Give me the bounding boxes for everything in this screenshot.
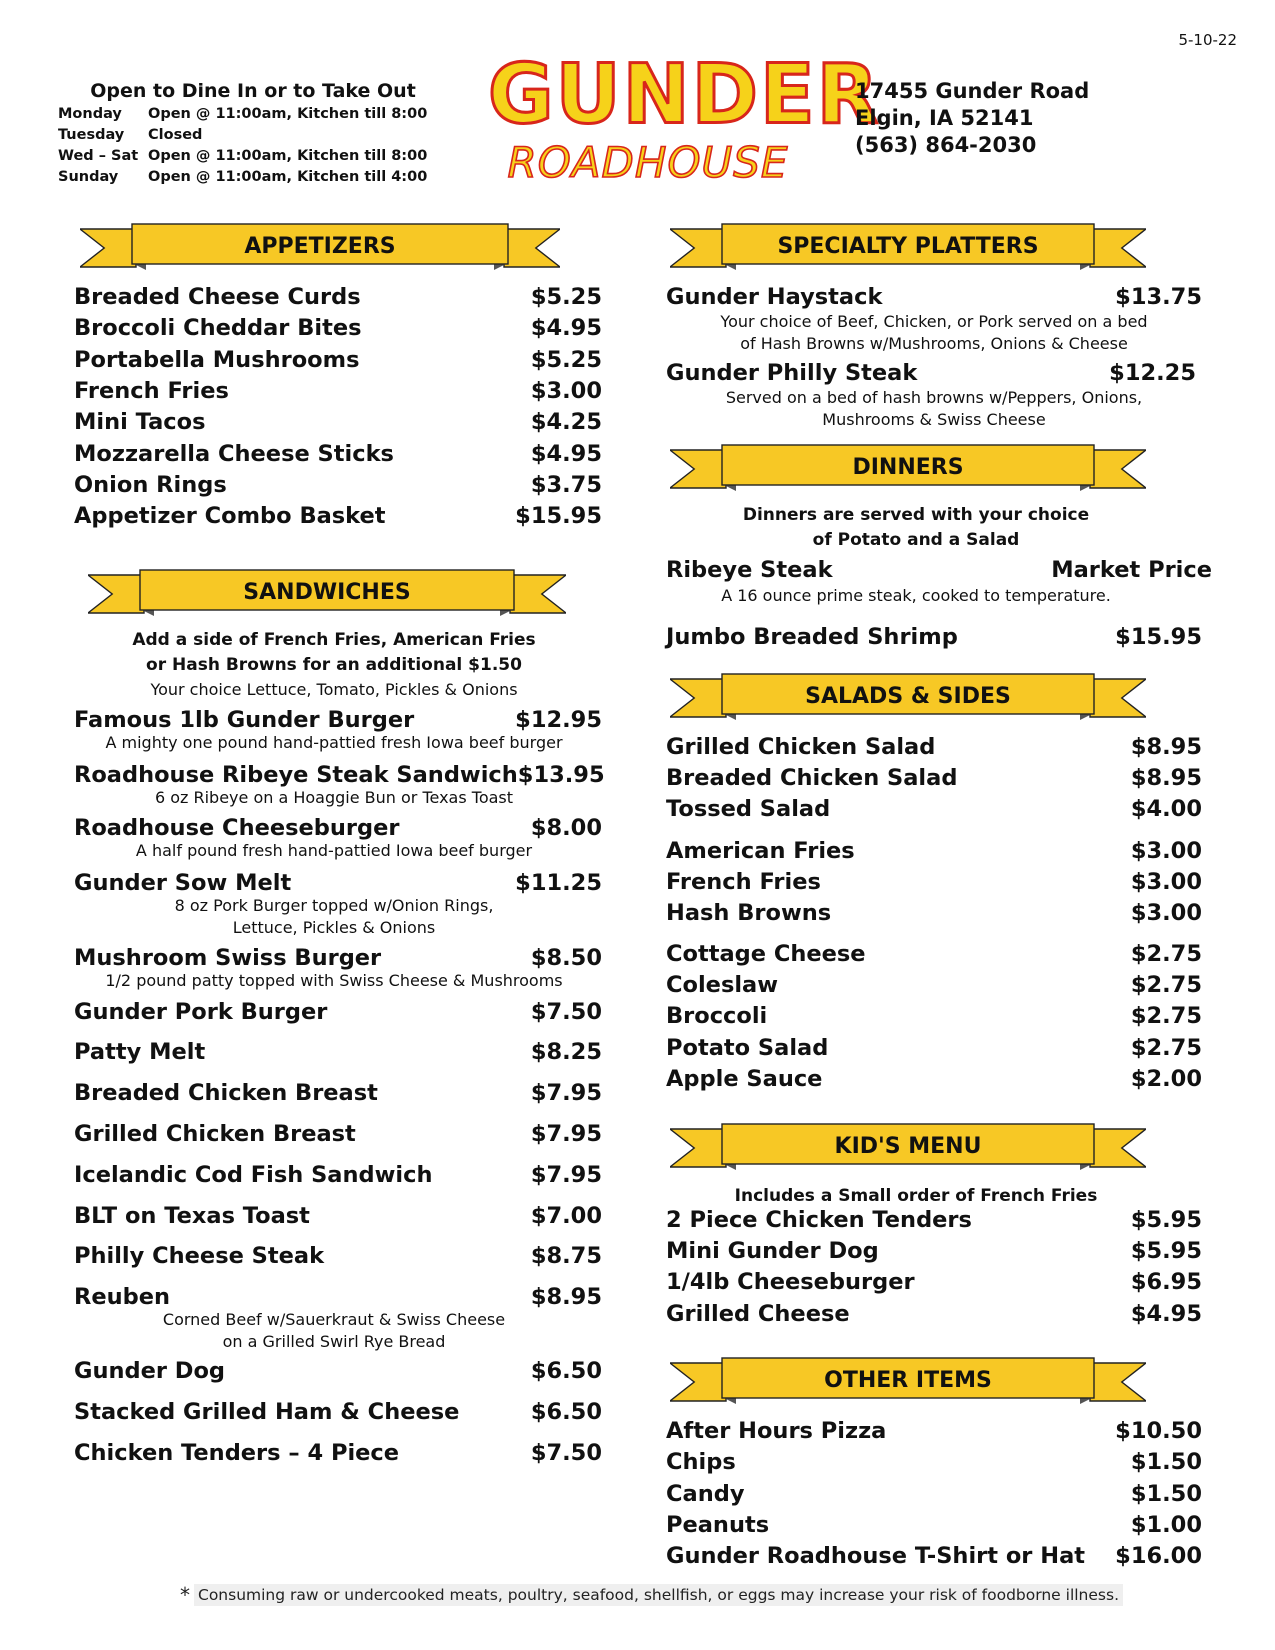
item-price: $16.00 [1115,1543,1202,1569]
hours-row: Monday Open @ 11:00am, Kitchen till 8:00 [58,106,428,122]
menu-item-broccoli [666,1003,1202,1029]
menu-item-reuben [74,1284,602,1310]
item-price: $8.25 [530,1039,602,1065]
kids-title: KID'S MENU [834,1134,982,1159]
menu-item-icelandic-cod-fish-sandwich [74,1162,602,1188]
item-price: $13.95 [517,762,605,788]
item-description: of Hash Browns w/Mushrooms, Onions & Cheese [740,334,1128,353]
item-price: $3.00 [530,378,602,404]
menu-item-roadhouse-ribeye-steak-sandwich [74,762,605,788]
dinners-title: DINNERS [852,455,964,480]
menu-item-gunder-haystack [666,284,1202,310]
item-name: Patty Melt [74,1039,206,1065]
menu-item-breaded-chicken-breast [74,1080,602,1106]
menu-item-french-fries [74,378,602,404]
item-description: 1/2 pound patty topped with Swiss Cheese & Mushrooms [105,971,563,990]
item-name: Apple Sauce [666,1066,823,1092]
menu-item-patty-melt [74,1039,602,1065]
menu-item-tossed-salad [666,796,1202,822]
item-price: $1.50 [1130,1449,1202,1475]
item-price: $4.95 [1130,1301,1202,1327]
item-description: of Potato and a Salad [812,530,1020,550]
menu-item-famous-1lb-gunder-burger [74,707,602,733]
item-price: $7.50 [530,1440,602,1466]
other-title: OTHER ITEMS [824,1368,992,1393]
item-price: $2.75 [1130,941,1202,967]
item-description: 8 oz Pork Burger topped w/Onion Rings, [174,896,494,915]
sandwiches-title: SANDWICHES [243,580,411,605]
menu-item-grilled-chicken-breast [74,1121,602,1147]
menu-item-chips [666,1449,1202,1475]
address-city: Elgin, IA 52141 [855,106,1034,130]
hours-row: Wed – Sat Open @ 11:00am, Kitchen till 8:00 [58,148,428,164]
item-name: Gunder Haystack [666,284,883,310]
appetizers-title: APPETIZERS [244,234,396,259]
address-block [855,78,1089,159]
item-price: $2.75 [1130,1035,1202,1061]
menu-item-american-fries [666,838,1202,864]
item-name: Portabella Mushrooms [74,347,360,373]
item-price: $4.25 [530,409,602,435]
item-description: on a Grilled Swirl Rye Bread [222,1332,446,1351]
item-price: $6.50 [530,1358,602,1384]
item-description: A 16 ounce prime steak, cooked to temperature. [721,586,1111,605]
item-name: Mozzarella Cheese Sticks [74,441,394,467]
item-price: $5.95 [1130,1207,1202,1233]
item-name: Reuben [74,1284,170,1310]
item-name: Appetizer Combo Basket [74,503,386,529]
menu-item-gunder-roadhouse-t-shirt-or-hat [666,1543,1202,1569]
item-name: French Fries [74,378,229,404]
menu-item-mini-tacos [74,409,602,435]
menu-item-potato-salad [666,1035,1202,1061]
item-description: Mushrooms & Swiss Cheese [822,410,1046,429]
menu-item-mushroom-swiss-burger [74,945,602,971]
item-name: Gunder Sow Melt [74,870,292,896]
item-name: 1/4lb Cheeseburger [666,1269,915,1295]
item-price: $3.00 [1130,869,1202,895]
item-price: $8.50 [530,945,602,971]
menu-item-gunder-sow-melt [74,870,602,896]
menu-item-ribeye-steak [666,557,1212,583]
item-price: $15.95 [1115,624,1202,650]
menu-item-chicken-tenders-4-piece [74,1440,602,1466]
item-price: $12.25 [1109,360,1196,386]
item-price: $7.95 [530,1121,602,1147]
item-description: Lettuce, Pickles & Onions [232,918,436,937]
item-price: $7.95 [530,1162,602,1188]
menu-item-blt-on-texas-toast [74,1203,602,1229]
item-price: $11.25 [515,870,602,896]
item-description: Your choice Lettuce, Tomato, Pickles & Onions [150,680,518,699]
hours-row: Sunday Open @ 11:00am, Kitchen till 4:00 [58,169,428,185]
item-price: $6.95 [1130,1269,1202,1295]
menu-item-gunder-pork-burger [74,999,602,1025]
item-price: $5.25 [530,347,602,373]
item-description: Corned Beef w/Sauerkraut & Swiss Cheese [162,1310,506,1329]
item-name: Gunder Roadhouse T-Shirt or Hat [666,1543,1086,1569]
other-banner [670,1357,1146,1407]
menu-item-philly-cheese-steak [74,1243,602,1269]
menu-item-coleslaw [666,972,1202,998]
item-description: 6 oz Ribeye on a Hoaggie Bun or Texas Toast [154,788,514,807]
item-price: $13.75 [1115,284,1202,310]
item-name: Stacked Grilled Ham & Cheese [74,1399,460,1425]
menu-item-french-fries [666,869,1202,895]
item-price: $8.95 [1130,734,1202,760]
salads-banner [670,673,1146,723]
platters-title: SPECIALTY PLATTERS [777,234,1039,259]
item-name: Onion Rings [74,472,227,498]
item-name: Coleslaw [666,972,779,998]
item-price: $8.00 [530,815,602,841]
item-name: BLT on Texas Toast [74,1203,310,1229]
item-price: $3.75 [530,472,602,498]
gunder-roadhouse-logo [488,47,881,192]
item-name: Chips [666,1449,736,1475]
item-name: Famous 1lb Gunder Burger [74,707,415,733]
item-name: Philly Cheese Steak [74,1243,325,1269]
item-price: $7.95 [530,1080,602,1106]
hours-heading: Open to Dine In or to Take Out [90,80,416,102]
item-price: $3.00 [1130,838,1202,864]
item-price: $1.50 [1130,1481,1202,1507]
item-price: $4.00 [1130,796,1202,822]
item-description: Includes a Small order of French Fries [734,1186,1098,1206]
menu-item-peanuts [666,1512,1202,1538]
item-name: Mini Gunder Dog [666,1238,879,1264]
item-name: Gunder Pork Burger [74,999,328,1025]
menu-item-appetizer-combo-basket [74,503,602,529]
menu-item-portabella-mushrooms [74,347,602,373]
menu-item-mozzarella-cheese-sticks [74,441,602,467]
sandwiches-banner [88,569,566,619]
item-name: Mushroom Swiss Burger [74,945,382,971]
item-price: Market Price [1051,557,1212,583]
menu-item-apple-sauce [666,1066,1202,1092]
disclaimer-asterisk: * [180,1583,190,1607]
item-description: or Hash Browns for an additional $1.50 [146,655,522,675]
item-price: $10.50 [1115,1418,1202,1444]
item-price: $3.00 [1130,900,1202,926]
item-price: $12.95 [515,707,602,733]
appetizers-banner [80,223,560,273]
item-price: $1.00 [1130,1512,1202,1538]
item-name: Tossed Salad [666,796,831,822]
item-name: Jumbo Breaded Shrimp [666,624,958,650]
item-name: Grilled Cheese [666,1301,850,1327]
item-name: Icelandic Cod Fish Sandwich [74,1162,433,1188]
item-description: A mighty one pound hand-pattied fresh Iowa beef burger [105,733,563,752]
platters-banner [670,223,1146,273]
kids-banner [670,1123,1146,1173]
item-price: $7.00 [530,1203,602,1229]
item-price: $4.95 [530,441,602,467]
item-name: After Hours Pizza [666,1418,887,1444]
item-name: Grilled Chicken Breast [74,1121,356,1147]
menu-item-broccoli-cheddar-bites [74,315,602,341]
item-description: Add a side of French Fries, American Fries [132,630,536,650]
item-name: Chicken Tenders – 4 Piece [74,1440,400,1466]
item-name: Ribeye Steak [666,557,833,583]
item-name: Broccoli Cheddar Bites [74,315,362,341]
item-name: Grilled Chicken Salad [666,734,936,760]
menu-item-mini-gunder-dog [666,1238,1202,1264]
item-price: $5.25 [530,284,602,310]
menu-item-grilled-cheese [666,1301,1202,1327]
foodborne-illness-disclaimer [180,1583,1123,1607]
item-name: Peanuts [666,1512,770,1538]
item-description: Served on a bed of hash browns w/Peppers, Onions, [725,388,1143,407]
logo-line1: GUNDER [488,47,881,142]
menu-item-after-hours-pizza [666,1418,1202,1444]
item-name: Hash Browns [666,900,832,926]
item-price: $2.00 [1130,1066,1202,1092]
item-name: French Fries [666,869,821,895]
menu-item-1-4lb-cheeseburger [666,1269,1202,1295]
item-name: Gunder Dog [74,1358,226,1384]
item-name: Breaded Cheese Curds [74,284,361,310]
menu-item-breaded-cheese-curds [74,284,602,310]
item-name: American Fries [666,838,855,864]
item-name: Potato Salad [666,1035,829,1061]
item-description: A half pound fresh hand-pattied Iowa beef burger [135,841,533,860]
item-name: Roadhouse Ribeye Steak Sandwich [74,762,518,788]
item-price: $15.95 [515,503,602,529]
menu-item-breaded-chicken-salad [666,765,1202,791]
logo-line2: ROADHOUSE [507,138,789,187]
disclaimer-text: Consuming raw or undercooked meats, poultry, seafood, shellfish, or eggs may increase your risk of foodborne illness. [194,1584,1123,1606]
dinners-banner [670,444,1146,494]
address-street: 17455 Gunder Road [855,79,1090,103]
item-price: $8.95 [530,1284,602,1310]
item-price: $6.50 [530,1399,602,1425]
item-name: Mini Tacos [74,409,206,435]
menu-item-gunder-dog [74,1358,602,1384]
item-name: Breaded Chicken Salad [666,765,958,791]
item-price: $5.95 [1130,1238,1202,1264]
item-price: $2.75 [1130,972,1202,998]
item-name: Roadhouse Cheeseburger [74,815,400,841]
hours-block [58,80,448,188]
menu-item-candy [666,1481,1202,1507]
address-phone: (563) 864-2030 [855,133,1037,157]
salads-title: SALADS & SIDES [805,684,1011,709]
menu-item-stacked-grilled-ham-cheese [74,1399,602,1425]
item-price: $2.75 [1130,1003,1202,1029]
item-price: $7.50 [530,999,602,1025]
menu-item-cottage-cheese [666,941,1202,967]
item-name: Broccoli [666,1003,768,1029]
item-price: $4.95 [530,315,602,341]
hours-row: Tuesday Closed [58,127,203,143]
menu-item-hash-browns [666,900,1202,926]
item-description: Your choice of Beef, Chicken, or Pork served on a bed [720,312,1148,331]
item-name: Breaded Chicken Breast [74,1080,378,1106]
item-name: Gunder Philly Steak [666,360,918,386]
menu-item-2-piece-chicken-tenders [666,1207,1202,1233]
item-name: Cottage Cheese [666,941,866,967]
item-price: $8.95 [1130,765,1202,791]
menu-item-gunder-philly-steak [666,360,1196,386]
item-description: Dinners are served with your choice [742,505,1090,525]
menu-item-grilled-chicken-salad [666,734,1202,760]
menu-item-onion-rings [74,472,602,498]
item-name: 2 Piece Chicken Tenders [666,1207,972,1233]
menu-item-roadhouse-cheeseburger [74,815,602,841]
menu-date: 5-10-22 [1178,31,1237,49]
menu-item-jumbo-breaded-shrimp [666,624,1202,650]
item-price: $8.75 [530,1243,602,1269]
item-name: Candy [666,1481,745,1507]
